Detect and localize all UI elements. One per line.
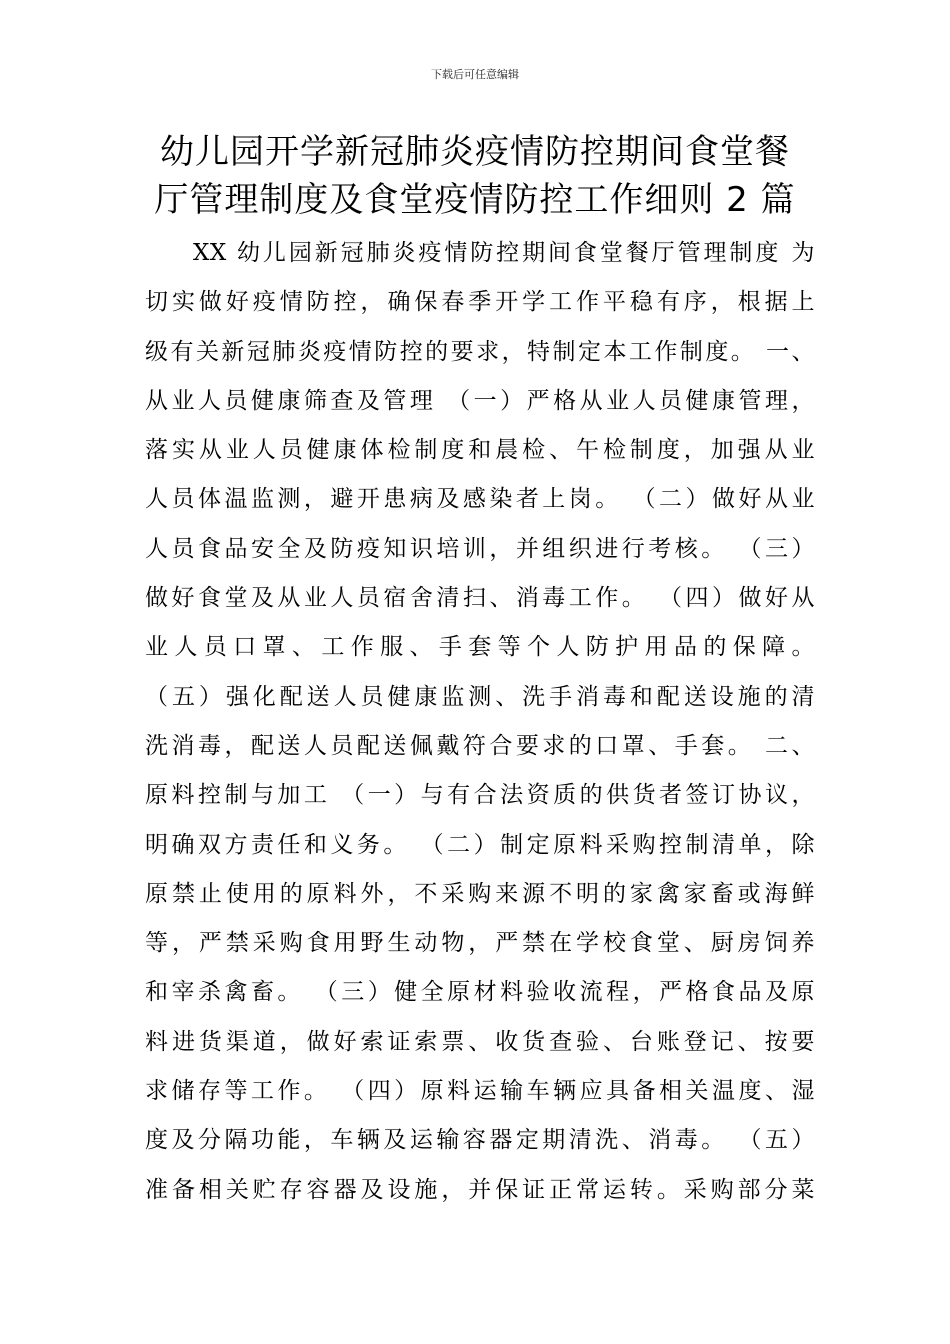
document-body <box>145 229 815 1215</box>
body-line: 等，严禁采购食用野生动物，严禁在学校食堂、厨房饲养 <box>145 930 815 957</box>
body-line: 原禁止使用的原料外，不采购来源不明的家禽家畜或海鲜 <box>145 880 815 907</box>
body-line: 切实做好疫情防控，确保春季开学工作平稳有序，根据上 <box>145 289 815 316</box>
body-line: 人员食品安全及防疫知识培训，并组织进行考核。 （三） <box>145 535 815 562</box>
body-line: 原料控制与加工 （一）与有合法资质的供货者签订协议， <box>145 782 815 809</box>
body-line: 料进货渠道，做好索证索票、收货查验、台账登记、按要 <box>145 1028 815 1055</box>
body-line: 洗消毒，配送人员配送佩戴符合要求的口罩、手套。 二、 <box>145 732 815 759</box>
document-title <box>140 128 810 224</box>
body-line: XX 幼儿园新冠肺炎疫情防控期间食堂餐厅管理制度 为 <box>193 240 815 266</box>
body-line: （五）强化配送人员健康监测、洗手消毒和配送设施的清 <box>145 683 815 710</box>
body-line: 落实从业人员健康体检制度和晨检、午检制度，加强从业 <box>145 437 815 464</box>
body-line: 明确双方责任和义务。 （二）制定原料采购控制清单，除 <box>145 831 815 858</box>
title-line-2: 厅管理制度及食堂疫情防控工作细则 2 篇 <box>154 180 796 220</box>
body-line: 人员体温监测，避开患病及感染者上岗。 （二）做好从业 <box>145 486 815 513</box>
title-line-1: 幼儿园开学新冠肺炎疫情防控期间食堂餐 <box>160 132 790 172</box>
body-line: 求储存等工作。 （四）原料运输车辆应具备相关温度、湿 <box>145 1078 815 1105</box>
body-line: 级有关新冠肺炎疫情防控的要求，特制定本工作制度。 一、 <box>145 338 815 365</box>
body-line: 做好食堂及从业人员宿舍清扫、消毒工作。 （四）做好从 <box>145 585 815 612</box>
body-line: 度及分隔功能，车辆及运输容器定期清洗、消毒。 （五） <box>145 1127 815 1154</box>
body-line: 从业人员健康筛查及管理 （一）严格从业人员健康管理， <box>145 387 815 414</box>
body-line: 业人员口罩、工作服、手套等个人防护用品的保障。 <box>145 634 815 661</box>
body-line: 和宰杀禽畜。 （三）健全原材料验收流程，严格食品及原 <box>145 979 815 1006</box>
header-note: 下载后可任意编辑 <box>431 68 519 81</box>
body-line: 准备相关贮存容器及设施，并保证正常运转。采购部分菜 <box>145 1176 815 1203</box>
